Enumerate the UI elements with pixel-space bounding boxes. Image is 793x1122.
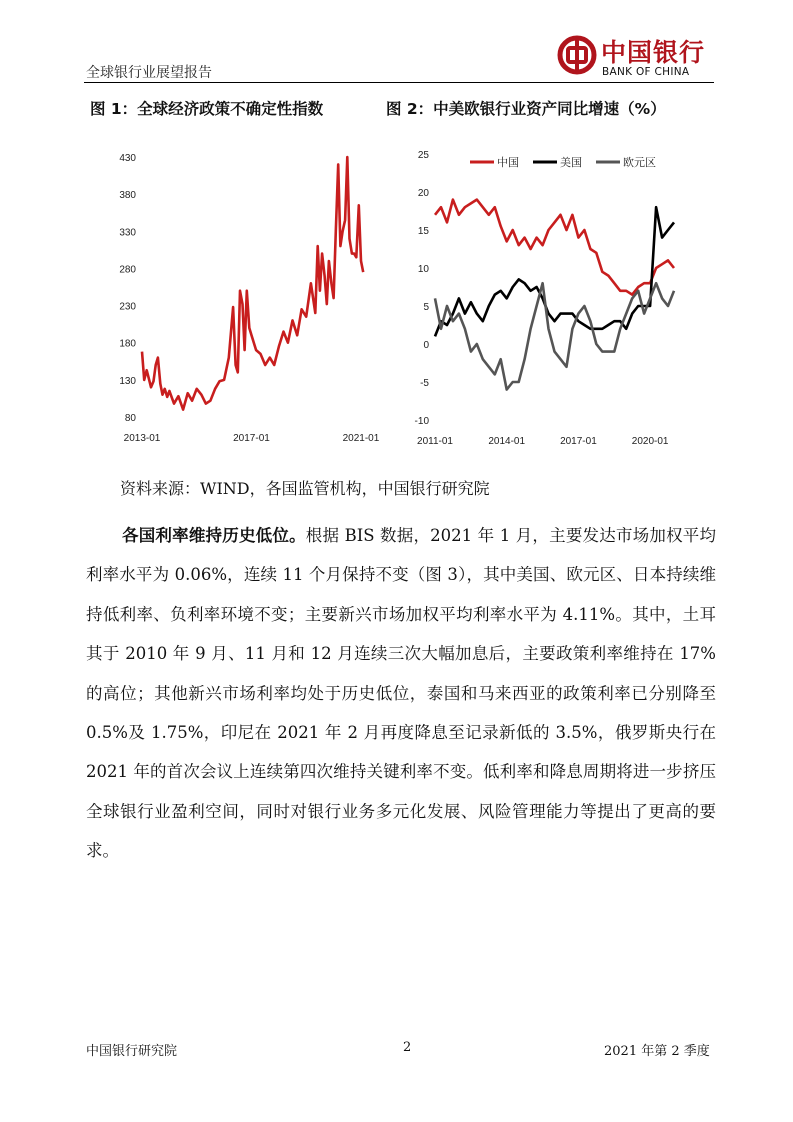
- x-tick-label: 2011-01: [417, 436, 453, 447]
- y-tick-label: 380: [119, 190, 136, 202]
- y-tick-label: 80: [124, 413, 136, 424]
- bank-logo: [557, 33, 717, 81]
- x-tick-label: 2017-01: [560, 436, 597, 447]
- body-paragraph: [86, 516, 716, 871]
- footer-quarter: 2021 年第 2 季度: [604, 1044, 710, 1059]
- chart2-svg: [400, 140, 700, 450]
- y-tick-label: 180: [119, 338, 136, 350]
- figure1-caption: 图 1：全球经济政策不确定性指数: [90, 100, 324, 118]
- y-tick-label: 230: [119, 301, 136, 313]
- header-divider: [84, 82, 714, 83]
- y-tick-label: 130: [119, 375, 136, 387]
- paragraph-lead: 各国利率维持历史低位。: [122, 526, 306, 545]
- page-number: 2: [403, 1040, 412, 1055]
- paragraph-text: 根据 BIS 数据，2021 年 1 月，主要发达市场加权平均利率水平为 0.06%，连续 11 个月保持不变（图 3），其中美国、欧元区、日本持续维持低利率、负利率环境不变；主要新兴市场加权平均利率水平为 4.11%。其中，土耳其于 2010 年 9 月、11 月和 12 月连续三次大幅加息后，主要政策利率维持在 17%的高位；其他新兴市场利率均处于历史低位，泰国和马来西亚的政策利率已分别降至 0.5%及 1.75%，印尼在 2021 年 2 月再度降息至记录新低的 3.5%，俄罗斯央行在 2021 年的首次会议上连续第四次维持关键利率不变。低利率和降息周期将进一步挤压全球银行业盈利空间，同时对银行业务多元化发展、风险管理能力等提出了更高的要求。: [86, 526, 716, 861]
- chart-policy-uncertainty: [100, 140, 390, 454]
- y-tick-label: -5: [420, 378, 429, 389]
- legend-label-2: 欧元区: [623, 157, 656, 169]
- legend-label-0: 中国: [497, 157, 519, 169]
- figure2-caption: 图 2：中美欧银行业资产同比增速（%）: [386, 100, 666, 118]
- figure-source: 资料来源：WIND，各国监管机构，中国银行研究院: [120, 479, 490, 498]
- y-tick-label: 10: [417, 264, 429, 275]
- y-tick-label: 0: [423, 340, 429, 351]
- y-tick-label: 280: [119, 264, 136, 276]
- bank-logo-icon: [557, 35, 597, 75]
- bank-logo-english: BANK OF CHINA: [602, 66, 690, 78]
- series-line-1: [435, 207, 674, 336]
- y-tick-label: 25: [417, 150, 429, 161]
- x-tick-label: 2017-01: [233, 433, 270, 444]
- bank-logo-chinese: 中国银行: [601, 38, 706, 67]
- x-tick-label: 2013-01: [123, 433, 161, 444]
- y-tick-label: 330: [119, 227, 136, 239]
- y-tick-label: 430: [119, 153, 136, 164]
- chart-bank-asset-growth: [400, 140, 700, 454]
- y-tick-label: 5: [423, 302, 429, 313]
- x-tick-label: 2014-01: [488, 436, 526, 447]
- series-line-0: [435, 200, 674, 295]
- footer-institute: 中国银行研究院: [86, 1044, 178, 1059]
- y-tick-label: -10: [414, 416, 429, 427]
- x-tick-label: 2021-01: [342, 433, 380, 444]
- y-tick-label: 20: [417, 188, 429, 199]
- series-line-0: [142, 157, 363, 410]
- x-tick-label: 2020-01: [631, 436, 669, 447]
- chart1-svg: [100, 140, 390, 450]
- y-tick-label: 15: [417, 226, 429, 237]
- series-line-2: [435, 283, 674, 389]
- report-title: 全球银行业展望报告: [86, 65, 212, 81]
- legend-label-1: 美国: [560, 157, 582, 169]
